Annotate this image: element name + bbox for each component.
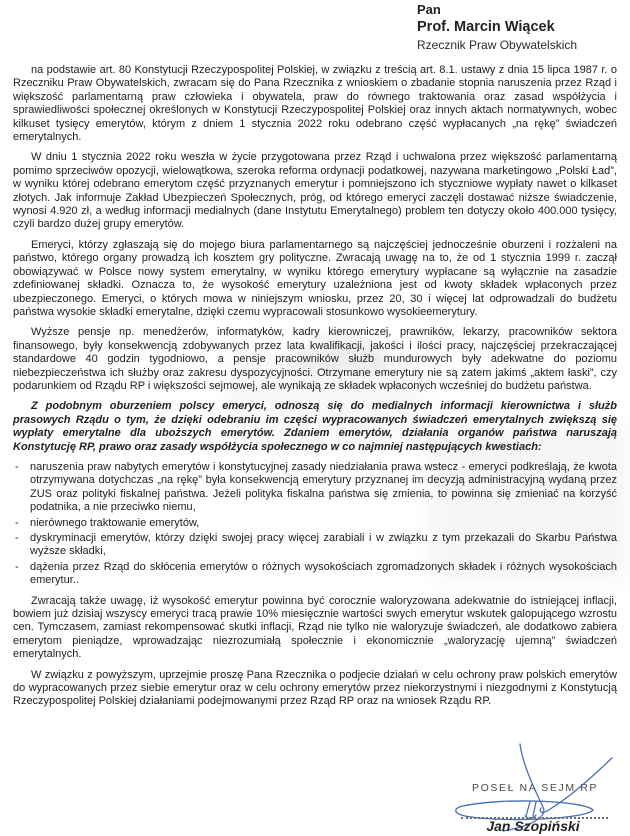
list-item (13, 532, 617, 559)
list-item (13, 461, 617, 515)
recipient-name: Prof. Marcin Wiącek (417, 18, 555, 35)
list-item-text: naruszenia praw nabytych emerytów i konstytucyjnej zasady niedziałania prawa wstecz - emeryci podkreślają, że kwota otrzymywana dotychczas „na rękę” była konsekwencją emerytury przyznanej im decyzją administracyjną wydaną przez ZUS oraz polityki fiskalnej państwa. Jeżeli polityka fiskalna państwa się zmienia, to powinna się zmieniać na korzyść podatnika, a nie przeciwko niemu, (30, 460, 617, 514)
paragraph-prosba: W związku z powyższym, uprzejmie proszę Pana Rzecznika o podjecie działań w celu ochrony praw polskich emerytów do wypracowanych przez siebie emerytur oraz w celu ochrony emerytów przez niekorzystnymi i niezgodnymi z Konstytucją Rzeczypospolitej Polskiej działaniami podejmowanymi przez Rząd RP oraz na wniosek Rządu RP. (13, 668, 617, 708)
recipient-salutation: Pan (417, 2, 441, 17)
paragraph-wyzsze-pensje: Wyższe pensje np. menedżerów, informatyków, kadry kierowniczej, prawników, lekarzy, pracowników sektora finansowego, były konsekwencją zdobywanych przez lata kwalifikacji, jakości i ilości pracy, najczęściej przekraczającej standardowe 40 godzin tygodniowo, a pensje pracowników służb mundurowych były adekwatne do poziomu niebezpieczeństwa ich służby oraz zakresu dyspozycyjności. Otrzymane emerytury nie są zatem jakimś „aktem łaski”, czy podarunkiem od Rządu RP i większości sejmowej, ale wynikają ze składek wpłaconych wcześniej do budżetu państwa. (13, 326, 617, 392)
recipient-block (417, 2, 577, 52)
list-item-text: dyskryminacji emerytów, którzy dzięki swojej pracy więcej zarabiali i w związku z tym przekazali do Skarbu Państwa wyższe składki, (30, 532, 617, 558)
paragraph-biuro-emeryci: Emeryci, którzy zgłaszają się do mojego biura parlamentarnego są najczęściej jednocześnie oburzeni i rozżaleni na państwo, którego organy prowadzą ich kosztem gry polityczne. Zwracają uwagę na to, że od 1 stycznia 1999 r. zaczął obowiązywać w Polsce nowy system emerytalny, w wyniku którego emerytury wypłacane są wyłącznie na zasadzie zdefiniowanej składki. Oznacza to, że wysokość emerytury uzależniona jest od kwoty składek wpłaconych przez ubezpieczonego. Emeryci, o których mowa w niniejszym wniosku, przez 20, 30 i więcej lat odprowadzali do budżetu państwa wysokie składki emerytalne, dzięki czemu wypracowali stosunkowo wysokieemerytury. (13, 238, 617, 318)
signer-name: Jan Szopiński (486, 818, 580, 834)
list-item-text: dążenia przez Rząd do skłócenia emerytów o różnych wysokościach zgromadzonych składek i różnych wysokościach emerytur.. (30, 560, 617, 587)
paragraph-waloryzacja: Zwracają także uwagę, iż wysokość emerytur powinna być corocznie waloryzowana adekwatnie do istniejącej inflacji, bowiem już dzisiaj wszyscy emeryci tracą prawie 10% miesięcznie wartości swych emerytur wskutek galopującego wzrostu cen. Tymczasem, zamiast rekompensować skutki inflacji, Rząd nie tylko nie waloryzuje świadczeń, ale dodatkowo zabiera emerytom pieniądze, wprowadzając niezrozumiałą społecznie i ekonomicznie „waloryzację ujemną” świadczeń emerytalnych. (13, 594, 617, 661)
paragraph-legal-basis: na podstawie art. 80 Konstytucji Rzeczypospolitej Polskiej, w związku z treścią art. 8.1. ustawy z dnia 15 lipca 1987 r. o Rzeczniku Praw Obywatelskich, zwracam się do Pana Rzecznika z wnioskiem o zbadanie stopnia naruszenia przez Rząd i większość parlamentarną praw człowieka i obywatela, praw do równego traktowania oraz zasad współżycia i sprawiedliwości społecznej określonych w Konstytucji Rzeczypospolitej Polskiej oraz innych aktach normatywnych, wobec kilkuset tysięcy emerytów, którym z dniem 1 stycznia 2022 roku odebrano część wypłacanych „na rękę” świadczeń emerytalnych. (13, 64, 617, 144)
bullet-dash: - (15, 560, 19, 573)
letter-body (13, 64, 617, 716)
recipient-title: Rzecznik Praw Obywatelskich (417, 37, 578, 52)
claims-list (13, 461, 617, 588)
list-item-text: nierównego traktowanie emerytów, (30, 516, 200, 529)
paragraph-oburzenie-emphasis: Z podobnym oburzeniem polscy emeryci, odnoszą się do medialnych informacji kierownictwa i służb prasowych Rządu o tym, że dzięki odebraniu im części wypracowanych świadczeń emerytalnych zwiększą się wypłaty emerytalne dla uboższych emerytów. Zdaniem emerytów, działania organów państwa naruszają Konstytucję RP, prawo oraz zasady współżycia społecznego w co najmniej następujących kwestiach: (13, 400, 617, 453)
bullet-dash: - (15, 532, 19, 544)
signer-role: POSEŁ NA SEJM RP (472, 782, 598, 794)
bullet-dash: - (15, 516, 19, 529)
list-item (13, 561, 617, 588)
list-item (13, 517, 617, 530)
paragraph-polski-lad: W dniu 1 stycznia 2022 roku weszła w życie przygotowana przez Rząd i uchwalona przez większość parlamentarną pomimo sprzeciwów opozycji, wielowątkowa, szeroka reforma ordynacji podatkowej, nazywana marketingowo „Polski Ład”, w wyniku której odebrano emerytom część przyznanych emerytur i pomniejszono ich styczniowe wypłaty nawet o kilkaset złotych. Jak informuje Zakład Ubezpieczeń Społecznych, próg, od którego emeryci zaczęli dostawać niższe świadczenie, wynosi 4.920 zł, a według informacji medialnych (dane Instytutu Emerytalnego) problem ten dotyczy około 400.000 tysięcy, czyli bardzo dużej grupy emerytów. (13, 151, 617, 231)
bullet-dash: - (15, 460, 19, 473)
